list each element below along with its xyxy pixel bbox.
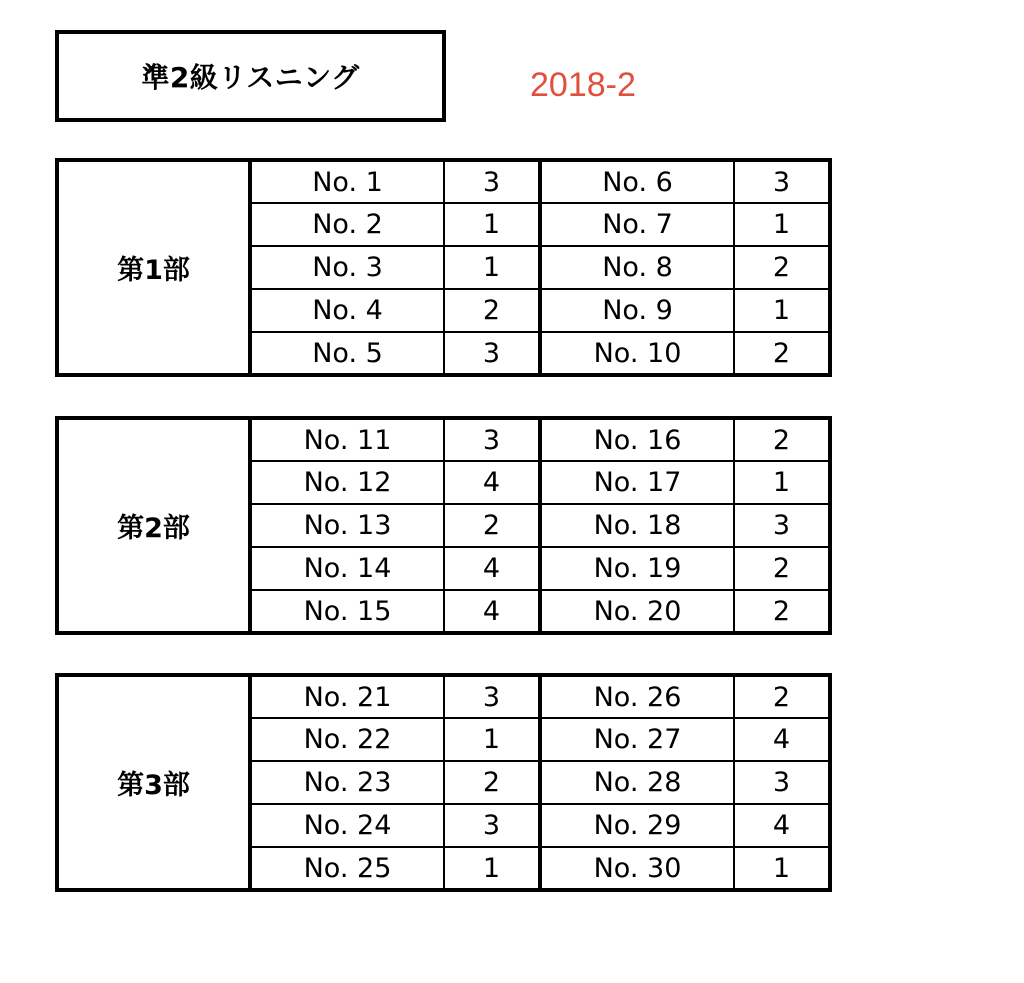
question-number: No. 4 xyxy=(250,289,444,332)
answer-section-2 xyxy=(55,416,832,635)
answer-value: 3 xyxy=(444,160,540,203)
question-number: No. 1 xyxy=(250,160,444,203)
question-number: No. 30 xyxy=(540,847,734,890)
question-number: No. 10 xyxy=(540,332,734,375)
question-number: No. 3 xyxy=(250,246,444,289)
title-box xyxy=(55,30,446,122)
question-number: No. 8 xyxy=(540,246,734,289)
answer-value: 4 xyxy=(734,804,830,847)
answer-value: 3 xyxy=(444,418,540,461)
answer-value: 4 xyxy=(444,590,540,633)
answer-value: 1 xyxy=(444,847,540,890)
question-number: No. 22 xyxy=(250,718,444,761)
answer-value: 2 xyxy=(444,761,540,804)
question-number: No. 17 xyxy=(540,461,734,504)
table-row xyxy=(250,590,830,633)
answer-table xyxy=(248,158,832,377)
answer-value: 1 xyxy=(734,847,830,890)
question-number: No. 26 xyxy=(540,675,734,718)
part-label: 第2部 xyxy=(117,513,190,544)
year-label: 2018-2 xyxy=(530,66,636,104)
answer-value: 1 xyxy=(444,203,540,246)
answer-value: 3 xyxy=(444,804,540,847)
answer-value: 3 xyxy=(734,160,830,203)
table-row xyxy=(250,246,830,289)
answer-value: 2 xyxy=(734,418,830,461)
page-title: 準2級リスニング xyxy=(141,61,360,94)
table-row xyxy=(250,203,830,246)
question-number: No. 12 xyxy=(250,461,444,504)
question-number: No. 15 xyxy=(250,590,444,633)
answer-table xyxy=(248,673,832,892)
table-row xyxy=(250,547,830,590)
answer-value: 1 xyxy=(444,718,540,761)
answer-value: 4 xyxy=(444,461,540,504)
answer-value: 4 xyxy=(444,547,540,590)
table-row xyxy=(250,761,830,804)
question-number: No. 7 xyxy=(540,203,734,246)
part-label: 第1部 xyxy=(117,255,190,286)
table-row xyxy=(250,804,830,847)
answer-value: 1 xyxy=(734,289,830,332)
answer-value: 1 xyxy=(734,203,830,246)
question-number: No. 18 xyxy=(540,504,734,547)
answer-value: 3 xyxy=(734,504,830,547)
question-number: No. 20 xyxy=(540,590,734,633)
part-cell xyxy=(55,416,248,635)
question-number: No. 5 xyxy=(250,332,444,375)
question-number: No. 23 xyxy=(250,761,444,804)
answer-value: 2 xyxy=(734,547,830,590)
answer-section-3 xyxy=(55,673,832,892)
answer-value: 4 xyxy=(734,718,830,761)
question-number: No. 21 xyxy=(250,675,444,718)
table-row xyxy=(250,461,830,504)
question-number: No. 24 xyxy=(250,804,444,847)
answer-value: 2 xyxy=(444,289,540,332)
table-row xyxy=(250,504,830,547)
part-cell xyxy=(55,158,248,377)
table-row xyxy=(250,289,830,332)
question-number: No. 29 xyxy=(540,804,734,847)
table-row xyxy=(250,160,830,203)
question-number: No. 11 xyxy=(250,418,444,461)
table-row xyxy=(250,418,830,461)
question-number: No. 9 xyxy=(540,289,734,332)
question-number: No. 25 xyxy=(250,847,444,890)
table-row xyxy=(250,847,830,890)
table-row xyxy=(250,675,830,718)
question-number: No. 16 xyxy=(540,418,734,461)
answer-value: 1 xyxy=(734,461,830,504)
table-row xyxy=(250,718,830,761)
question-number: No. 14 xyxy=(250,547,444,590)
part-cell xyxy=(55,673,248,892)
answer-value: 1 xyxy=(444,246,540,289)
part-label: 第3部 xyxy=(117,770,190,801)
question-number: No. 27 xyxy=(540,718,734,761)
answer-value: 3 xyxy=(734,761,830,804)
answer-value: 2 xyxy=(734,675,830,718)
question-number: No. 2 xyxy=(250,203,444,246)
question-number: No. 13 xyxy=(250,504,444,547)
answer-table xyxy=(248,416,832,635)
answer-section-1 xyxy=(55,158,832,377)
answer-value: 3 xyxy=(444,332,540,375)
question-number: No. 19 xyxy=(540,547,734,590)
answer-value: 3 xyxy=(444,675,540,718)
answer-value: 2 xyxy=(734,246,830,289)
question-number: No. 28 xyxy=(540,761,734,804)
answer-value: 2 xyxy=(734,590,830,633)
answer-value: 2 xyxy=(444,504,540,547)
question-number: No. 6 xyxy=(540,160,734,203)
table-row xyxy=(250,332,830,375)
answer-value: 2 xyxy=(734,332,830,375)
